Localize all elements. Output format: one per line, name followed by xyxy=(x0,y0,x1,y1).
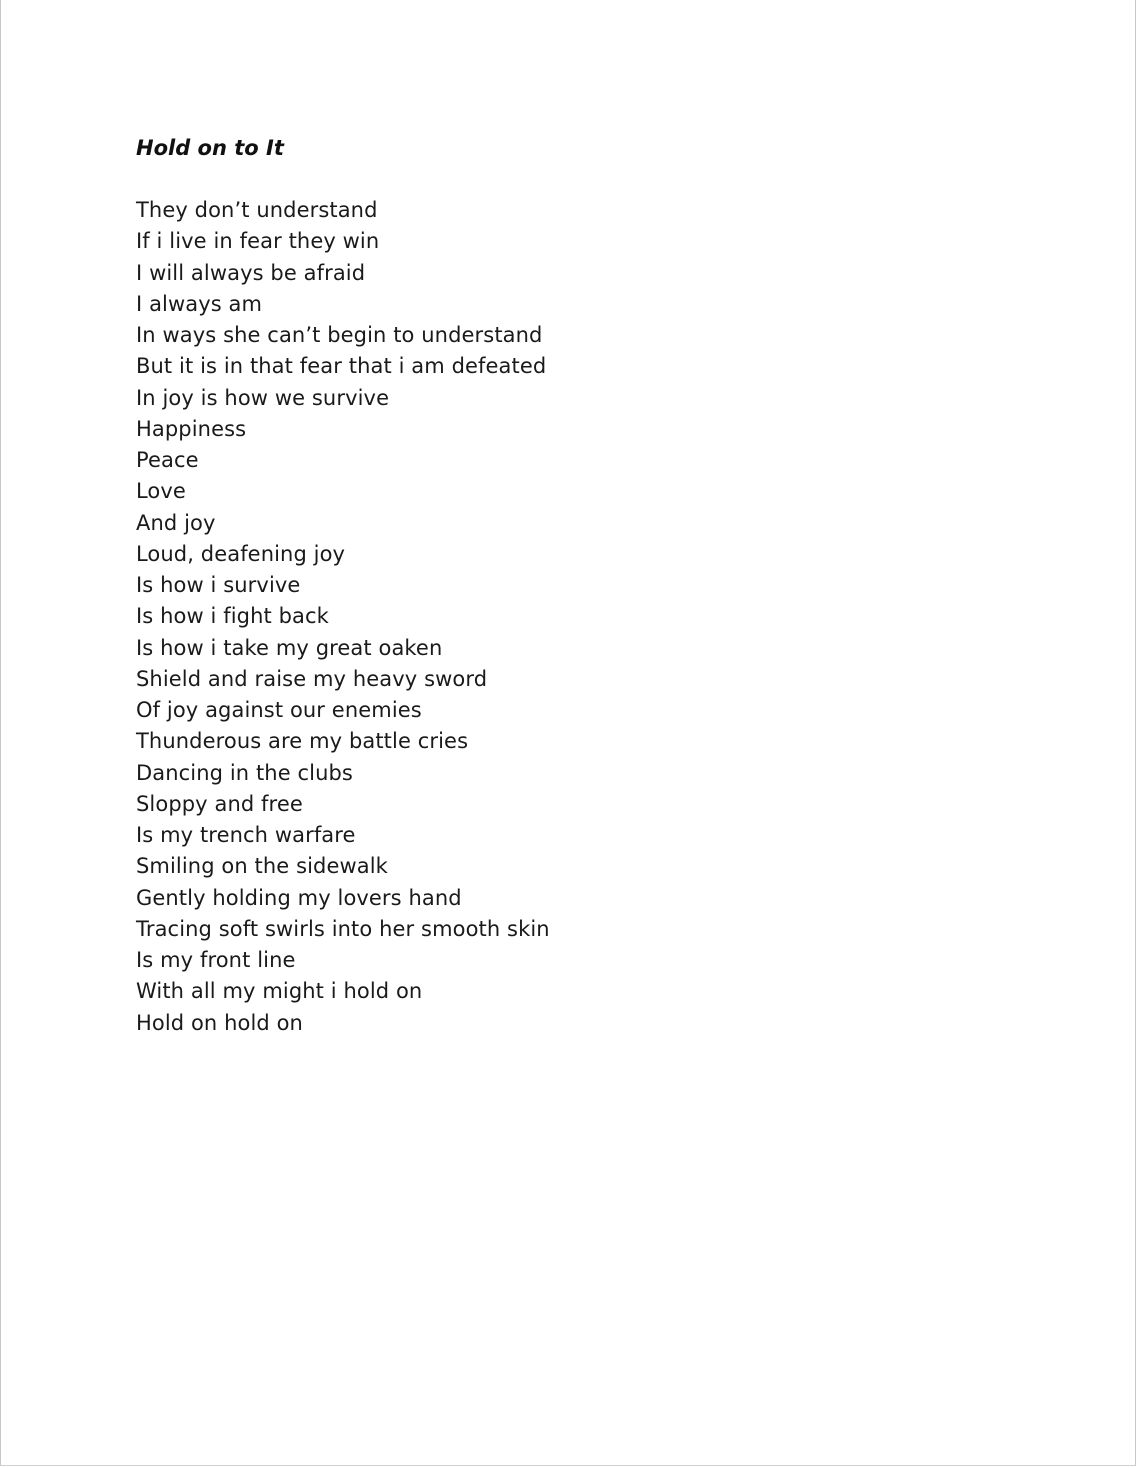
poem-line: Hold on hold on xyxy=(136,1010,303,1035)
poem-line: Thunderous are my battle cries xyxy=(136,729,469,754)
poem-line: Love xyxy=(136,479,186,504)
poem-line: With all my might i hold on xyxy=(136,979,423,1004)
poem-line: Gently holding my lovers hand xyxy=(136,885,462,910)
poem-line: Is how i fight back xyxy=(136,604,329,629)
poem-line: They don’t understand xyxy=(136,198,378,222)
poem-body xyxy=(136,195,550,1039)
poem-line: Dancing in the clubs xyxy=(136,760,353,785)
poem-line: And joy xyxy=(136,510,216,535)
poem-line: Loud, deafening joy xyxy=(136,541,346,566)
poem-line: Is how i survive xyxy=(136,573,301,597)
poem-line: I will always be afraid xyxy=(136,260,366,285)
poem-line: If i live in fear they win xyxy=(136,229,380,254)
poem-line: Smiling on the sidewalk xyxy=(136,854,388,879)
poem-line: In ways she can’t begin to understand xyxy=(136,323,543,347)
poem-line: Tracing soft swirls into her smooth skin xyxy=(136,916,550,941)
poem-line: Happiness xyxy=(136,416,247,441)
poem-line: In joy is how we survive xyxy=(136,385,390,410)
poem-line: I always am xyxy=(136,291,263,316)
poem-line: Is my trench warfare xyxy=(136,823,356,847)
poem-line: Shield and raise my heavy sword xyxy=(136,666,488,691)
poem-line: Is my front line xyxy=(136,948,296,972)
poem-line: But it is in that fear that i am defeated xyxy=(136,354,547,379)
poem-line: Of joy against our enemies xyxy=(136,698,422,722)
poem-title: Hold on to It xyxy=(136,136,284,160)
poem-line: Is how i take my great oaken xyxy=(136,635,443,660)
poem-line: Sloppy and free xyxy=(136,791,303,816)
poem-line: Peace xyxy=(136,448,199,472)
